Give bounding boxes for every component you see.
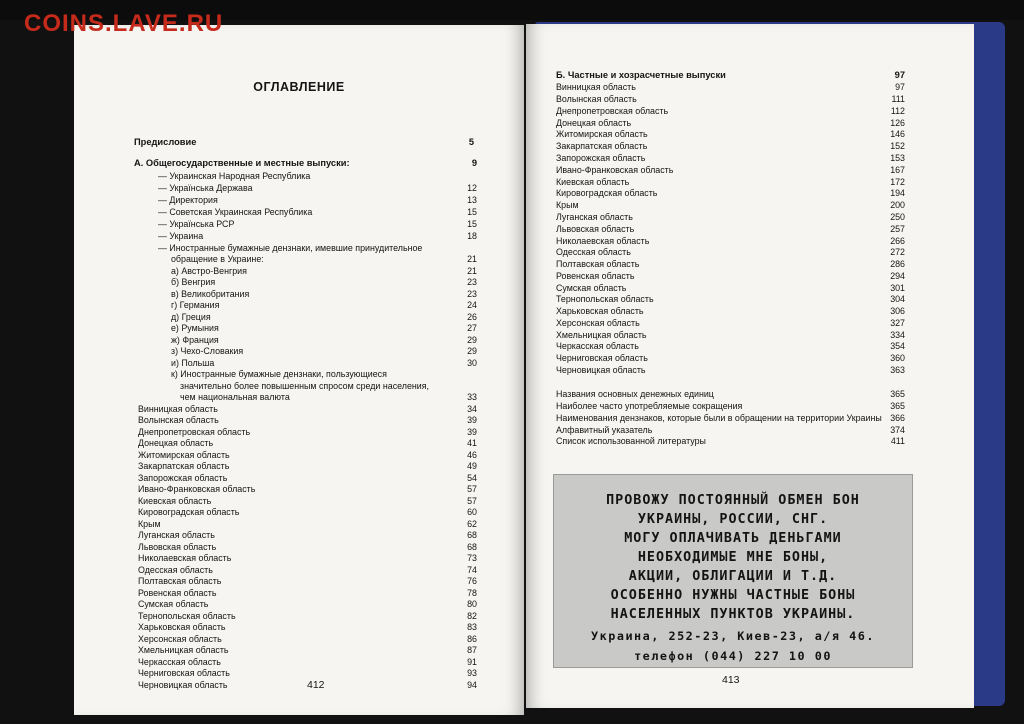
toc-entry-label: Житомирская область xyxy=(556,129,648,139)
toc-entry-label: Волынская область xyxy=(138,415,219,425)
left-page xyxy=(74,25,524,715)
advertisement xyxy=(553,474,913,668)
toc-entry-label: А. Общегосударственные и местные выпуски: xyxy=(134,158,350,168)
toc-entry-label: Черкасская область xyxy=(138,657,221,667)
ad-text-line: АКЦИИ, ОБЛИГАЦИИ И Т.Д. xyxy=(628,569,838,584)
toc-entry-page: 286 xyxy=(890,259,905,269)
toc-entry-label: Тернопольская область xyxy=(556,294,654,304)
toc-entry-label: Наименования дензнаков, которые были в обращении на территории Украины xyxy=(556,413,882,423)
toc-entry-page: 21 xyxy=(467,266,477,276)
toc-entry-label: Херсонская область xyxy=(138,634,222,644)
toc-entry-page: 360 xyxy=(890,353,905,363)
toc-entry-page: 97 xyxy=(895,82,905,92)
toc-entry-label: Львовская область xyxy=(556,224,635,234)
toc-entry-page: 272 xyxy=(890,247,905,257)
toc-entry-page: 146 xyxy=(890,129,905,139)
toc-entry-page: 91 xyxy=(467,657,477,667)
toc-entry-label: Луганская область xyxy=(556,212,633,222)
toc-entry-page: 15 xyxy=(467,207,477,217)
toc-entry-label: Кировоградская область xyxy=(138,507,240,517)
toc-entry-label: Житомирская область xyxy=(138,450,230,460)
toc-entry-page: 74 xyxy=(467,565,477,575)
toc-entry-label: — Советская Украинская Республика xyxy=(158,207,313,217)
toc-entry-page: 93 xyxy=(467,668,477,678)
toc-entry-page: 39 xyxy=(467,427,477,437)
toc-entry-page: 94 xyxy=(467,680,477,690)
toc-entry-page: 60 xyxy=(467,507,477,517)
toc-entry-label: Алфавитный указатель xyxy=(556,425,653,435)
toc-entry-label: Ровенская область xyxy=(556,271,635,281)
toc-entry-label: Черновицкая область xyxy=(556,365,646,375)
toc-entry-label: Донецкая область xyxy=(138,438,214,448)
ad-text-line: Украина, 252-23, Киев-23, а/я 46. xyxy=(591,629,875,643)
toc-entry-label: г) Германия xyxy=(171,300,220,310)
toc-entry-page: 363 xyxy=(890,365,905,375)
toc-entry-label: Николаевская область xyxy=(556,236,650,246)
page-number: 413 xyxy=(722,674,740,686)
toc-entry-label: Херсонская область xyxy=(556,318,640,328)
toc-entry-page: 366 xyxy=(890,413,905,423)
toc-entry-label: — Директория xyxy=(158,195,218,205)
ad-text-line: НАСЕЛЕННЫХ ПУНКТОВ УКРАИНЫ. xyxy=(610,607,856,622)
toc-entry-page: 306 xyxy=(890,306,905,316)
toc-entry-label: Предисловие xyxy=(134,137,197,147)
toc-entry-label: Хмельницкая область xyxy=(138,645,229,655)
toc-entry-label: Одесская область xyxy=(138,565,213,575)
toc-entry-page: 54 xyxy=(467,473,477,483)
toc-entry-label: Полтавская область xyxy=(138,576,222,586)
toc-entry-label: з) Чехо-Словакия xyxy=(171,346,244,356)
toc-entry-label: Черновицкая область xyxy=(138,680,228,690)
toc-entry-label: Б. Частные и хозрасчетные выпуски xyxy=(556,70,726,80)
toc-entry-page: 41 xyxy=(467,438,477,448)
toc-entry-page: 304 xyxy=(890,294,905,304)
toc-entry-page: 24 xyxy=(467,300,477,310)
toc-entry-page: 68 xyxy=(467,542,477,552)
toc-entry-label: — Украина xyxy=(158,231,204,241)
toc-entry-page: 126 xyxy=(890,118,905,128)
toc-entry-page: 266 xyxy=(890,236,905,246)
ad-text-line: УКРАИНЫ, РОССИИ, СНГ. xyxy=(637,512,829,527)
toc-entry-page: 82 xyxy=(467,611,477,621)
toc-entry-page: 97 xyxy=(894,70,905,80)
toc-entry-label: Запорожская область xyxy=(556,153,646,163)
toc-entry-label: Харьковская область xyxy=(138,622,226,632)
toc-entry-label: Луганская область xyxy=(138,530,215,540)
toc-entry-label: Донецкая область xyxy=(556,118,632,128)
toc-entry-page: 80 xyxy=(467,599,477,609)
toc-entry-page: 12 xyxy=(467,183,477,193)
toc-entry-label: Черниговская область xyxy=(556,353,648,363)
toc-entry-label: Ровенская область xyxy=(138,588,217,598)
toc-entry-page: 46 xyxy=(467,450,477,460)
toc-entry-page: 200 xyxy=(890,200,905,210)
toc-entry-page: 30 xyxy=(467,358,477,368)
toc-entry-label: Кировоградская область xyxy=(556,188,658,198)
toc-entry-label: ж) Франция xyxy=(171,335,219,345)
toc-entry-label: Запорожская область xyxy=(138,473,228,483)
toc-entry-label: Закарпатская область xyxy=(138,461,230,471)
toc-entry-label: Винницкая область xyxy=(556,82,636,92)
toc-entry-page: 327 xyxy=(890,318,905,328)
toc-entry-label: обращение в Украине: xyxy=(171,254,264,264)
toc-entry-label: Николаевская область xyxy=(138,553,232,563)
toc-entry-label: е) Румыния xyxy=(171,323,219,333)
toc-entry-page: 194 xyxy=(890,188,905,198)
toc-entry-label: — Украинская Народная Республика xyxy=(158,171,311,181)
toc-entry-label: Днепропетровская область xyxy=(556,106,669,116)
toc-entry-page: 33 xyxy=(467,392,477,402)
toc-entry-page: 27 xyxy=(467,323,477,333)
watermark: COINS.LAVE.RU xyxy=(24,10,224,37)
ad-text-line: МОГУ ОПЛАЧИВАТЬ ДЕНЬГАМИ xyxy=(624,531,842,546)
toc-entry-page: 111 xyxy=(891,94,905,104)
toc-entry-page: 29 xyxy=(467,335,477,345)
ad-text-line: ПРОВОЖУ ПОСТОЯННЫЙ ОБМЕН БОН xyxy=(606,493,860,508)
toc-entry-page: 354 xyxy=(890,341,905,351)
toc-entry-label: Крым xyxy=(556,200,579,210)
toc-entry-page: 49 xyxy=(467,461,477,471)
toc-entry-label: Сумская область xyxy=(556,283,627,293)
toc-entry-page: 294 xyxy=(890,271,905,281)
ad-text-line: ОСОБЕННО НУЖНЫ ЧАСТНЫЕ БОНЫ xyxy=(610,588,856,603)
toc-entry-page: 39 xyxy=(467,415,477,425)
toc-entry-label: Черкасская область xyxy=(556,341,639,351)
toc-entry-page: 257 xyxy=(890,224,905,234)
toc-entry-page: 78 xyxy=(467,588,477,598)
toc-entry-page: 29 xyxy=(467,346,477,356)
toc-entry-page: 167 xyxy=(890,165,905,175)
toc-entry-page: 250 xyxy=(890,212,905,222)
toc-entry-page: 411 xyxy=(890,436,905,446)
toc-entry-page: 86 xyxy=(467,634,477,644)
ad-text-line: НЕОБХОДИМЫЕ МНЕ БОНЫ, xyxy=(637,550,829,565)
toc-entry-label: Винницкая область xyxy=(138,404,218,414)
toc-entry-page: 172 xyxy=(890,177,905,187)
toc-entry-page: 68 xyxy=(467,530,477,540)
toc-entry-label: Крым xyxy=(138,519,161,529)
toc-entry-page: 112 xyxy=(890,106,905,116)
toc-entry-label: чем национальная валюта xyxy=(180,392,290,402)
toc-entry-label: б) Венгрия xyxy=(171,277,216,287)
toc-entry-label: — Иностранные бумажные дензнаки, имевшие принудительное xyxy=(158,243,423,253)
toc-entry-label: Закарпатская область xyxy=(556,141,648,151)
toc-entry-label: Одесская область xyxy=(556,247,631,257)
toc-entry-page: 334 xyxy=(890,330,905,340)
page-number: 412 xyxy=(307,679,325,691)
toc-entry-label: Волынская область xyxy=(556,94,637,104)
toc-entry-page: 34 xyxy=(467,404,477,414)
toc-entry-page: 153 xyxy=(890,153,905,163)
toc-entry-page: 152 xyxy=(890,141,905,151)
toc-entry-label: Наиболее часто употребляемые сокращения xyxy=(556,401,743,411)
toc-entry-page: 26 xyxy=(467,312,477,322)
toc-entry-label: Названия основных денежных единиц xyxy=(556,389,714,399)
toc-entry-label: значительно более повышенным спросом среди населения, xyxy=(180,381,430,391)
toc-entry-label: д) Греция xyxy=(171,312,211,322)
toc-entry-label: Киевская область xyxy=(556,177,630,187)
toc-entry-page: 83 xyxy=(467,622,477,632)
toc-entry-label: Днепропетровская область xyxy=(138,427,251,437)
toc-entry-page: 57 xyxy=(467,484,477,494)
toc-entry-label: и) Польша xyxy=(171,358,215,368)
toc-entry-page: 13 xyxy=(467,195,477,205)
toc-entry-page: 5 xyxy=(468,137,474,147)
toc-entry-page: 62 xyxy=(467,519,477,529)
page-title: ОГЛАВЛЕНИЕ xyxy=(253,80,345,94)
toc-entry-page: 23 xyxy=(467,289,477,299)
toc-entry-page: 15 xyxy=(467,219,477,229)
toc-entry-label: Харьковская область xyxy=(556,306,644,316)
toc-entry-label: Хмельницкая область xyxy=(556,330,647,340)
toc-entry-page: 9 xyxy=(471,158,477,168)
toc-entry-label: Ивано-Франковская область xyxy=(556,165,674,175)
toc-entry-label: — Українська Держава xyxy=(158,183,253,193)
toc-entry-page: 21 xyxy=(467,254,477,264)
toc-entry-label: Киевская область xyxy=(138,496,212,506)
toc-entry-label: Ивано-Франковская область xyxy=(138,484,256,494)
toc-entry-page: 76 xyxy=(467,576,477,586)
toc-entry-label: Сумская область xyxy=(138,599,209,609)
toc-entry-page: 365 xyxy=(890,389,905,399)
toc-entry-label: Тернопольская область xyxy=(138,611,236,621)
toc-entry-label: — Українська РСР xyxy=(158,219,235,229)
toc-entry-page: 23 xyxy=(467,277,477,287)
right-page xyxy=(526,24,974,708)
toc-entry-label: а) Австро-Венгрия xyxy=(171,266,247,276)
toc-entry-label: Полтавская область xyxy=(556,259,640,269)
ad-text-line: телефон (044) 227 10 00 xyxy=(634,649,832,663)
toc-entry-page: 73 xyxy=(467,553,477,563)
toc-entry-page: 87 xyxy=(467,645,477,655)
toc-entry-label: Львовская область xyxy=(138,542,217,552)
toc-entry-page: 365 xyxy=(890,401,905,411)
toc-entry-page: 374 xyxy=(890,425,905,435)
toc-entry-label: Список использованной литературы xyxy=(556,436,706,446)
toc-entry-label: в) Великобритания xyxy=(171,289,250,299)
toc-entry-label: к) Иностранные бумажные дензнаки, пользующиеся xyxy=(171,369,387,379)
toc-entry-label: Черниговская область xyxy=(138,668,230,678)
toc-entry-page: 301 xyxy=(890,283,905,293)
toc-entry-page: 18 xyxy=(467,231,477,241)
toc-entry-page: 57 xyxy=(467,496,477,506)
